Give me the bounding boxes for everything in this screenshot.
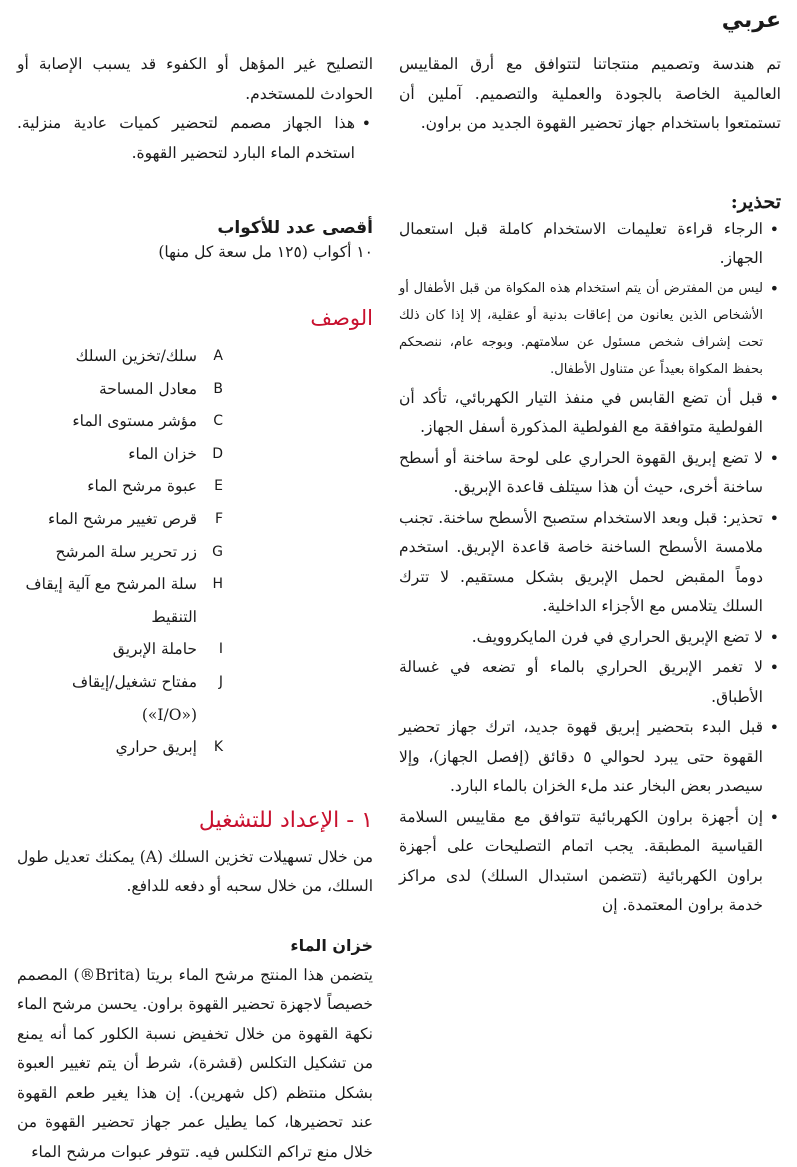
part-label: عبوة مرشح الماء xyxy=(87,477,197,496)
water-tank-text: يتضمن هذا المنتج مرشح الماء بريتا (Brita®) المصمم خصيصاً لاجهزة تحضير القهوة براون. يحسن مرشح الماء نكهة القهوة من خلال تخفيض نسبة الكلور كما أنه يمنع من تشكيل التكلس (قشرة)، شرط أن يتم تغيير العبوة بشكل منتظم (كل شهرين). إن هذا يغير طعم القهوة عند تحضيرها، كما يطيل عمر جهاز تحضير القهوة من خلال منع تراكم التكلس فيه. تتوفر عبوات مرشح الماء xyxy=(17,965,373,1161)
max-cups-heading: أقصى عدد للأكواب xyxy=(217,218,373,238)
warning-item: • تحذير: قبل وبعد الاستخدام ستصبح الأسطح ساخنة. تجنب ملامسة الأسطح الساخنة خاصة قاعدة الإبريق. استخدم دوماً المقبض لحمل الإبريق بشكل مستقيم. لا تترك السلك يتلامس مع الأجزاء الداخلية. xyxy=(399,504,781,622)
part-label: مفتاح تشغيل/إيقاف («I/O») xyxy=(72,672,197,724)
warning-heading: تحذير: xyxy=(730,190,781,213)
parts-list xyxy=(17,340,223,764)
language-title: عربي xyxy=(721,8,781,33)
part-item xyxy=(17,405,223,438)
part-item xyxy=(17,633,223,666)
warning-item: • ليس من المفترض أن يتم استخدام هذه المكواة من قبل الأطفال أو الأشخاص الذين يعانون من إعاقات بدنية أو عقلية، إلا إذا كان ذلك تحت إشراف شخص مسئول عن سلامتهم. وبوجه عام، ننصحكم بحفظ المكواة بعيداً عن متناول الأطفال. xyxy=(399,275,781,383)
part-letter: F xyxy=(214,510,223,527)
warning-item: • لا تضع الإبريق الحراري في فرن المايكروويف. xyxy=(399,623,781,653)
max-cups-text: ١٠ أكواب (١٢٥ مل سعة كل منها) xyxy=(158,243,373,261)
part-label: سلك/تخزين السلك xyxy=(75,347,197,365)
description-heading: الوصف xyxy=(310,306,373,330)
part-letter: B xyxy=(213,380,223,397)
repair-continuation: التصليح غير المؤهل أو الكفوء قد يسبب الإصابة أو الحوادث للمستخدم. xyxy=(17,55,373,103)
warning-item: • الرجاء قراءة تعليمات الاستخدام كاملة قبل استعمال الجهاز. xyxy=(399,215,781,274)
part-letter: D xyxy=(212,445,223,462)
part-label: مؤشر مستوى الماء xyxy=(72,412,197,431)
part-letter: E xyxy=(214,478,223,495)
part-label: سلة المرشح مع آلية إيقاف التنقيط xyxy=(25,575,197,626)
household-use-item: • هذا الجهاز مصمم لتحضير كميات عادية منزلية. استخدم الماء البارد لتحضير القهوة. xyxy=(17,109,373,168)
left-bullet-list xyxy=(17,109,373,168)
intro-paragraph: تم هندسة وتصميم منتجاتنا لتتوافق مع أرق المقاييس العالمية الخاصة بالجودة والعملية والتصميم. آملين أن تستمتعوا باستخدام جهاز تحضير القهوة الجديد من براون. xyxy=(399,55,781,132)
part-item xyxy=(17,731,223,764)
warning-item: • لا تغمر الإبريق الحراري بالماء أو تضعه في غسالة الأطباق. xyxy=(399,653,781,712)
part-label: قرص تغيير مرشح الماء xyxy=(47,509,197,528)
part-label: زر تحرير سلة المرشح xyxy=(55,542,197,561)
part-item xyxy=(17,438,223,471)
warning-item: • قبل أن تضع القابس في منفذ التيار الكهربائي، تأكد أن الفولطية متوافقة مع الفولطية المذكورة أسفل الجهاز. xyxy=(399,384,781,443)
warning-item: • لا تضع إبريق القهوة الحراري على لوحة ساخنة أو أسطح ساخنة أخرى، حيث أن هذا سيتلف قاعدة الإبريق. xyxy=(399,444,781,503)
part-letter: I xyxy=(218,641,223,658)
part-label: حاملة الإبريق xyxy=(112,640,197,659)
warning-list xyxy=(399,215,781,921)
part-letter: A xyxy=(213,348,223,364)
part-item xyxy=(17,340,223,373)
part-item xyxy=(17,536,223,569)
part-item xyxy=(17,470,223,503)
part-letter: K xyxy=(213,739,223,756)
part-letter: G xyxy=(212,543,223,560)
part-label: معادل المساحة xyxy=(98,379,197,398)
setup-heading: ١ - الإعداد للتشغيل xyxy=(198,807,373,833)
part-label: خزان الماء xyxy=(128,444,197,463)
part-item xyxy=(17,568,223,633)
part-letter: J xyxy=(218,673,223,690)
water-tank-heading: خزان الماء xyxy=(290,935,373,955)
part-label: إبريق حراري xyxy=(115,738,197,757)
right-column xyxy=(399,50,781,922)
part-item xyxy=(17,503,223,536)
left-column xyxy=(17,50,373,1167)
part-item xyxy=(17,666,223,731)
part-item xyxy=(17,373,223,406)
warning-item: • قبل البدء بتحضير إبريق قهوة جديد، اترك جهاز تحضير القهوة حتى يبرد لحوالي ٥ دقائق (إفصل الجهاز)، وإلا سيصدر بعض البخار عند ملء الخزان بالماء البارد. xyxy=(399,713,781,802)
setup-text: من خلال تسهيلات تخزين السلك (A) يمكنك تعديل طول السلك، من خلال سحبه أو دفعه للدافع. xyxy=(17,847,373,896)
part-letter: H xyxy=(212,576,223,593)
part-letter: C xyxy=(213,413,223,430)
warning-item: • إن أجهزة براون الكهربائية تتوافق مع مقاييس السلامة القياسية المطبقة. يجب اتمام التصليحات على أجهزة براون الكهربائية (تتضمن استبدال السلك) لدى مراكز خدمة براون المعتمدة. إن xyxy=(399,803,781,921)
